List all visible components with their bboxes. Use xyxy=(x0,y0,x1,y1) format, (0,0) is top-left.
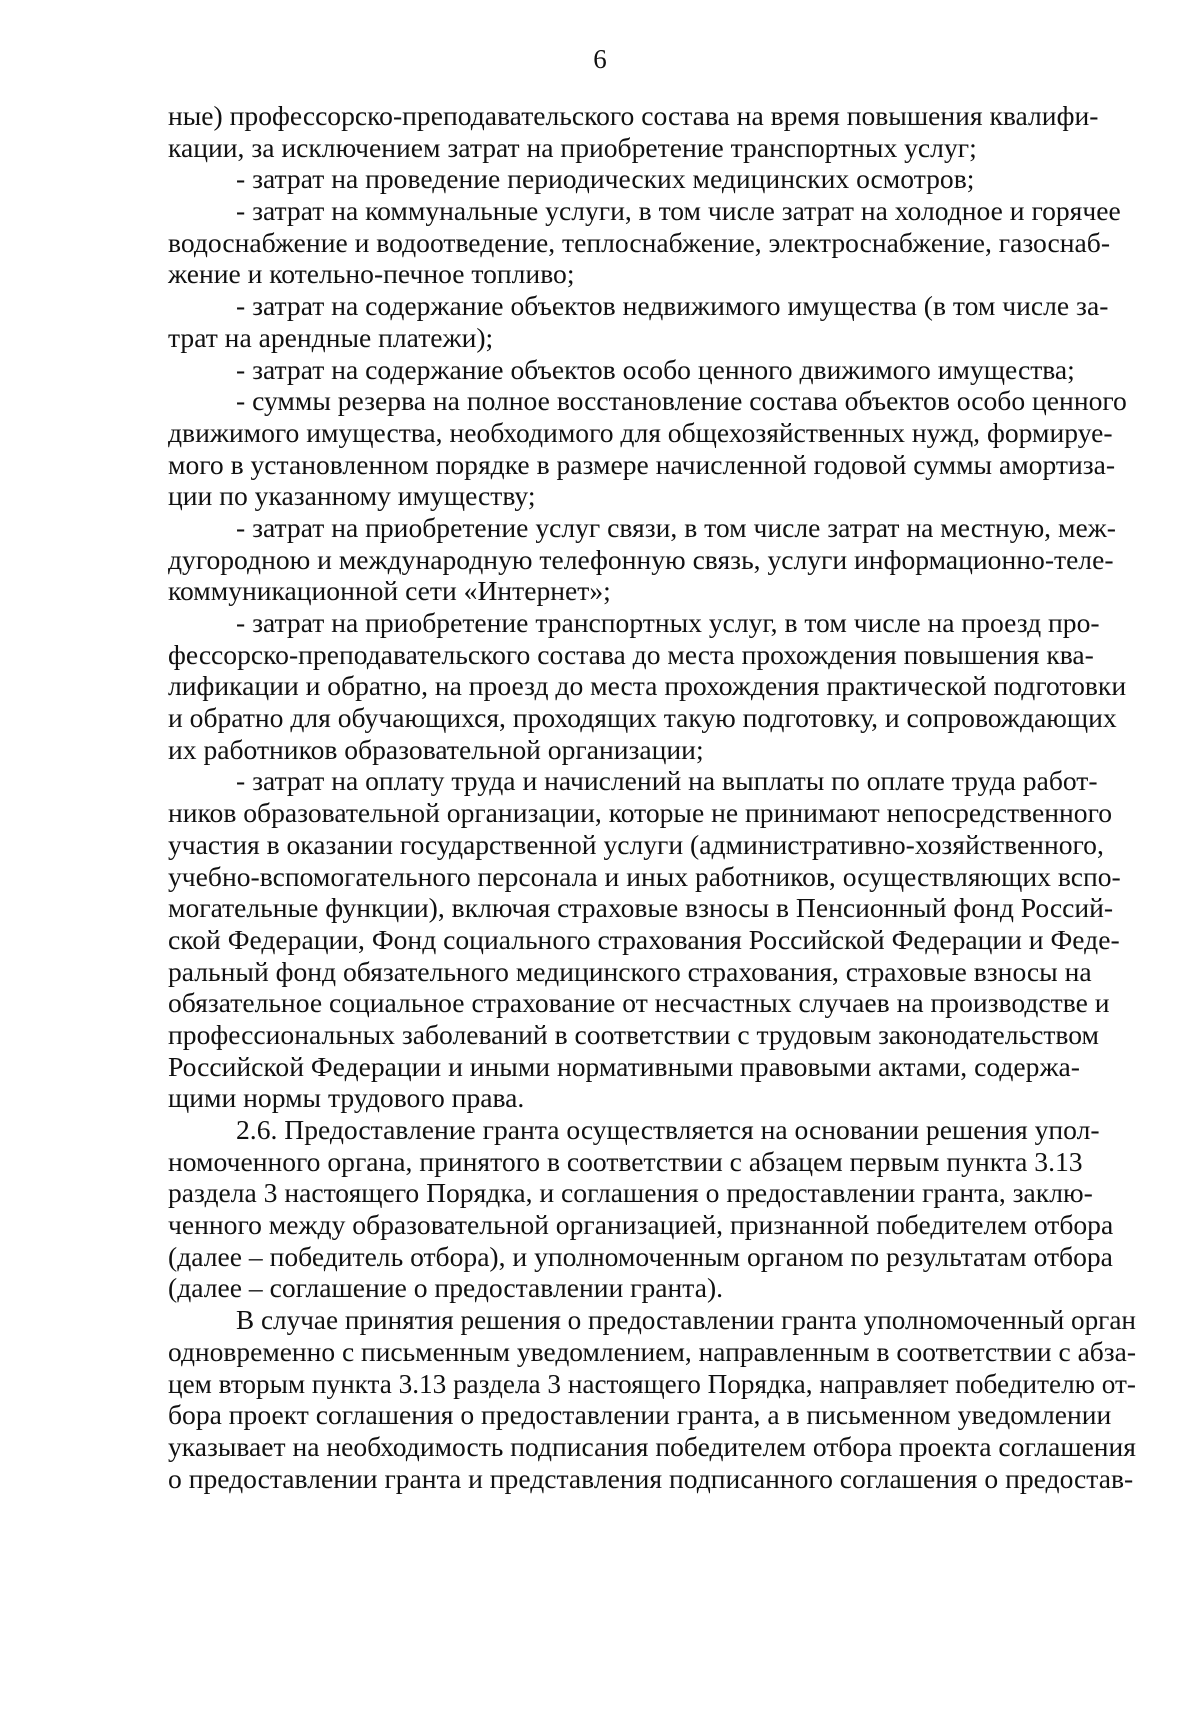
text-line: ников образовательной организации, которые не принимают непосредственного xyxy=(168,797,1113,829)
text-line: - затрат на содержание объектов особо ценного движимого имущества; xyxy=(236,353,1075,385)
text-line: номоченного органа, принятого в соответствии с абзацем первым пункта 3.13 xyxy=(168,1145,1083,1177)
text-line: цем вторым пункта 3.13 раздела 3 настоящего Порядка, направляет победителю от- xyxy=(168,1367,1136,1399)
text-line: обязательное социальное страхование от несчастных случаев на производстве и xyxy=(168,987,1110,1019)
text-line: профессиональных заболеваний в соответствии с трудовым законодательством xyxy=(168,1018,1099,1050)
text-line: (далее – соглашение о предоставлении гранта). xyxy=(168,1272,724,1304)
text-line: - затрат на коммунальные услуги, в том числе затрат на холодное и горячее xyxy=(236,195,1121,227)
text-line: - затрат на приобретение транспортных услуг, в том числе на проезд про- xyxy=(236,607,1100,638)
page-number: 6 xyxy=(593,44,607,74)
text-line: одновременно с письменным уведомлением, направленным в соответствии с абза- xyxy=(168,1335,1136,1367)
text-line: щими нормы трудового права. xyxy=(168,1082,525,1114)
text-line: жение и котельно-печное топливо; xyxy=(168,258,575,290)
text-line: - затрат на приобретение услуг связи, в том числе затрат на местную, меж- xyxy=(236,511,1116,543)
text-line: ченного между образовательной организацией, признанной победителем отбора xyxy=(168,1209,1114,1241)
text-line: - затрат на оплату труда и начислений на выплаты по оплате труда работ- xyxy=(236,765,1098,797)
text-line: 2.6. Предоставление гранта осуществляется на основании решения упол- xyxy=(236,1114,1100,1145)
text-line: - затрат на содержание объектов недвижимого имущества (в том числе за- xyxy=(236,290,1109,322)
text-line: раздела 3 настоящего Порядка, и соглашения о предоставлении гранта, заклю- xyxy=(168,1177,1093,1209)
text-line: лификации и обратно, на проезд до места прохождения практической подготовки xyxy=(168,670,1127,702)
text-line: Российской Федерации и иными нормативными правовыми актами, содержа- xyxy=(168,1050,1080,1082)
text-line: - суммы резерва на полное восстановление состава объектов особо ценного xyxy=(236,385,1127,417)
text-line: - затрат на проведение периодических медицинских осмотров; xyxy=(236,163,975,195)
text-line: мого в установленном порядке в размере начисленной годовой суммы амортиза- xyxy=(168,448,1116,480)
text-line: фессорско-преподавательского состава до места прохождения повышения ква- xyxy=(168,638,1094,670)
text-line: ской Федерации, Фонд социального страхования Российской Федерации и Феде- xyxy=(168,923,1120,955)
text-line: учебно-вспомогательного персонала и иных работников, осуществляющих вспо- xyxy=(168,860,1121,892)
text-line: о предоставлении гранта и представления подписанного соглашения о предостав- xyxy=(168,1462,1134,1494)
text-line: кации, за исключением затрат на приобретение транспортных услуг; xyxy=(168,131,977,163)
text-line: В случае принятия решения о предоставлении гранта уполномоченный орган xyxy=(236,1304,1136,1336)
text-line: дугородною и международную телефонную связь, услуги информационно-теле- xyxy=(168,543,1114,575)
text-line: их работников образовательной организации; xyxy=(168,733,704,765)
text-line: трат на арендные платежи); xyxy=(168,321,494,353)
text-line: и обратно для обучающихся, проходящих такую подготовку, и сопровождающих xyxy=(168,702,1117,734)
text-line: движимого имущества, необходимого для общехозяйственных нужд, формируе- xyxy=(168,416,1113,448)
text-line: (далее – победитель отбора), и уполномоченным органом по результатам отбора xyxy=(168,1240,1113,1272)
text-line: участия в оказании государственной услуги (административно-хозяйственного, xyxy=(168,828,1104,860)
text-line: коммуникационной сети «Интернет»; xyxy=(168,575,611,607)
text-line: ральный фонд обязательного медицинского страхования, страховые взносы на xyxy=(168,955,1092,987)
text-line: указывает на необходимость подписания победителем отбора проекта соглашения xyxy=(168,1430,1136,1462)
text-line: ции по указанному имуществу; xyxy=(168,480,536,512)
text-line: ные) профессорско-преподавательского состава на время повышения квалифи- xyxy=(168,100,1099,131)
body-text xyxy=(168,100,1136,1494)
text-line: могательные функции), включая страховые взносы в Пенсионный фонд Россий- xyxy=(168,892,1114,924)
text-line: бора проект соглашения о предоставлении гранта, а в письменном уведомлении xyxy=(168,1399,1112,1431)
text-line: водоснабжение и водоотведение, теплоснабжение, электроснабжение, газоснаб- xyxy=(168,226,1111,258)
